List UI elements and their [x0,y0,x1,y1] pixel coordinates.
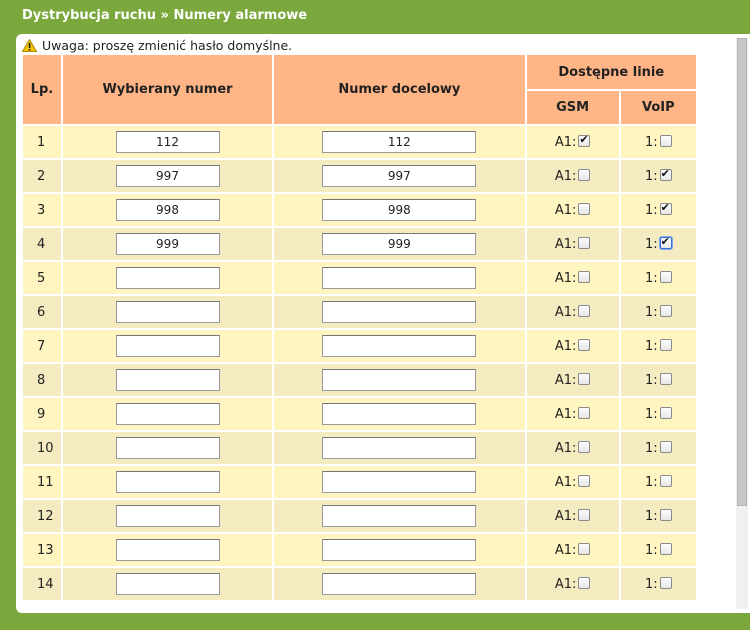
gsm-line-label: A1: [554,134,577,150]
voip-line-cell [621,398,696,430]
voip-line-label: 1: [644,576,658,592]
target-number-cell [274,126,524,158]
header-dialed-number: Wybierany numer [63,55,272,124]
gsm-line-label: A1: [554,542,577,558]
dialed-number-input[interactable] [116,335,220,357]
dialed-number-input[interactable] [116,199,220,221]
gsm-line-checkbox[interactable] [578,373,590,385]
gsm-line-checkbox[interactable] [578,203,590,215]
target-number-cell [274,364,524,396]
breadcrumb-section[interactable]: Dystrybucja ruchu [22,8,157,23]
dialed-number-input[interactable] [116,403,220,425]
table-row [23,466,696,498]
table-row [23,194,696,226]
dialed-number-cell [63,126,272,158]
voip-line-cell [621,500,696,532]
target-number-cell [274,534,524,566]
target-number-input[interactable] [322,335,476,357]
gsm-line-cell [527,568,619,600]
dialed-number-cell [63,398,272,430]
target-number-cell [274,568,524,600]
gsm-line-checkbox[interactable] [578,339,590,351]
row-number: 8 [23,364,61,396]
gsm-line-label: A1: [554,202,577,218]
table-viewport [23,55,698,601]
gsm-line-label: A1: [554,168,577,184]
target-number-cell [274,296,524,328]
row-number: 3 [23,194,61,226]
warning-triangle-icon [22,39,37,52]
gsm-line-label: A1: [554,270,577,286]
voip-line-checkbox[interactable] [660,203,672,215]
dialed-number-input[interactable] [116,267,220,289]
target-number-input[interactable] [322,403,476,425]
dialed-number-input[interactable] [116,573,220,595]
header-target-number: Numer docelowy [274,55,524,124]
voip-line-cell [621,466,696,498]
dialed-number-input[interactable] [116,233,220,255]
voip-line-checkbox[interactable] [660,577,672,589]
gsm-line-label: A1: [554,304,577,320]
voip-line-cell [621,364,696,396]
dialed-number-input[interactable] [116,437,220,459]
voip-line-checkbox[interactable] [660,475,672,487]
gsm-line-label: A1: [554,406,577,422]
dialed-number-cell [63,330,272,362]
gsm-line-checkbox[interactable] [578,441,590,453]
voip-line-checkbox[interactable] [660,543,672,555]
voip-line-checkbox[interactable] [660,373,672,385]
voip-line-label: 1: [644,304,658,320]
target-number-input[interactable] [322,199,476,221]
scrollbar-thumb[interactable] [737,38,747,506]
gsm-line-cell [527,432,619,464]
voip-line-checkbox[interactable] [660,339,672,351]
table-row [23,500,696,532]
dialed-number-input[interactable] [116,301,220,323]
table-row [23,160,696,192]
dialed-number-input[interactable] [116,471,220,493]
dialed-number-input[interactable] [116,539,220,561]
voip-line-checkbox[interactable] [660,271,672,283]
gsm-line-cell [527,330,619,362]
row-number: 10 [23,432,61,464]
voip-line-checkbox[interactable] [660,169,672,181]
voip-line-checkbox[interactable] [660,407,672,419]
gsm-line-checkbox[interactable] [578,407,590,419]
voip-line-label: 1: [644,134,658,150]
dialed-number-cell [63,534,272,566]
voip-line-checkbox[interactable] [660,305,672,317]
table-row [23,330,696,362]
target-number-cell [274,466,524,498]
dialed-number-cell [63,194,272,226]
gsm-line-cell [527,466,619,498]
dialed-number-cell [63,296,272,328]
voip-line-checkbox[interactable] [660,509,672,521]
dialed-number-cell [63,364,272,396]
gsm-line-checkbox[interactable] [578,509,590,521]
header-gsm: GSM [527,91,619,124]
target-number-input[interactable] [322,505,476,527]
target-number-input[interactable] [322,301,476,323]
table-row [23,534,696,566]
table-row [23,568,696,600]
target-number-cell [274,228,524,260]
dialed-number-cell [63,568,272,600]
voip-line-cell [621,194,696,226]
row-number: 4 [23,228,61,260]
gsm-line-checkbox[interactable] [578,237,590,249]
row-number: 7 [23,330,61,362]
vertical-scrollbar[interactable] [736,38,748,609]
voip-line-cell [621,330,696,362]
gsm-line-checkbox[interactable] [578,135,590,147]
voip-line-label: 1: [644,236,658,252]
gsm-line-cell [527,228,619,260]
table-body [23,126,696,600]
gsm-line-cell [527,296,619,328]
voip-line-label: 1: [644,372,658,388]
header-voip: VoIP [621,91,696,124]
dialed-number-input[interactable] [116,131,220,153]
gsm-line-checkbox[interactable] [578,543,590,555]
gsm-line-cell [527,194,619,226]
target-number-cell [274,262,524,294]
gsm-line-checkbox[interactable] [578,305,590,317]
voip-line-cell [621,534,696,566]
dialed-number-cell [63,160,272,192]
target-number-input[interactable] [322,131,476,153]
gsm-line-checkbox[interactable] [578,475,590,487]
target-number-input[interactable] [322,471,476,493]
dialed-number-cell [63,432,272,464]
voip-line-label: 1: [644,338,658,354]
table-row [23,126,696,158]
voip-line-cell [621,126,696,158]
password-warning [22,37,292,53]
voip-line-label: 1: [644,202,658,218]
dialed-number-cell [63,228,272,260]
voip-line-checkbox[interactable] [660,135,672,147]
target-number-input[interactable] [322,369,476,391]
gsm-line-cell [527,500,619,532]
alarm-numbers-table [23,55,698,601]
voip-line-label: 1: [644,474,658,490]
voip-line-checkbox[interactable] [660,441,672,453]
table-row [23,228,696,260]
gsm-line-label: A1: [554,236,577,252]
table-row [23,398,696,430]
voip-line-label: 1: [644,270,658,286]
row-number: 2 [23,160,61,192]
dialed-number-input[interactable] [116,165,220,187]
target-number-input[interactable] [322,539,476,561]
table-row [23,262,696,294]
table-row [23,296,696,328]
breadcrumb [22,8,307,23]
gsm-line-label: A1: [554,508,577,524]
target-number-cell [274,432,524,464]
voip-line-cell [621,432,696,464]
title-bar [0,0,750,34]
gsm-line-label: A1: [554,338,577,354]
voip-line-cell [621,160,696,192]
row-number: 6 [23,296,61,328]
breadcrumb-page: Numery alarmowe [173,8,308,23]
dialed-number-cell [63,262,272,294]
voip-line-cell [621,296,696,328]
voip-line-cell [621,228,696,260]
gsm-line-cell [527,160,619,192]
voip-line-label: 1: [644,406,658,422]
target-number-cell [274,330,524,362]
voip-line-label: 1: [644,440,658,456]
gsm-line-checkbox[interactable] [578,271,590,283]
content-panel [16,34,750,613]
voip-line-cell [621,262,696,294]
gsm-line-checkbox[interactable] [578,577,590,589]
target-number-input[interactable] [322,573,476,595]
header-available-lines: Dostępne linie [527,55,696,89]
voip-line-checkbox[interactable] [660,237,672,249]
gsm-line-cell [527,262,619,294]
breadcrumb-separator: » [160,8,169,23]
table-row [23,432,696,464]
dialed-number-input[interactable] [116,505,220,527]
row-number: 13 [23,534,61,566]
dialed-number-cell [63,500,272,532]
target-number-input[interactable] [322,165,476,187]
row-number: 12 [23,500,61,532]
target-number-input[interactable] [322,437,476,459]
gsm-line-cell [527,534,619,566]
gsm-line-cell [527,364,619,396]
dialed-number-input[interactable] [116,369,220,391]
voip-line-label: 1: [644,508,658,524]
row-number: 5 [23,262,61,294]
target-number-input[interactable] [322,267,476,289]
gsm-line-label: A1: [554,372,577,388]
target-number-cell [274,194,524,226]
gsm-line-label: A1: [554,474,577,490]
target-number-cell [274,160,524,192]
warning-text: Uwaga: proszę zmienić hasło domyślne. [42,37,293,53]
target-number-cell [274,398,524,430]
voip-line-label: 1: [644,542,658,558]
voip-line-cell [621,568,696,600]
gsm-line-checkbox[interactable] [578,169,590,181]
target-number-cell [274,500,524,532]
row-number: 14 [23,568,61,600]
gsm-line-cell [527,398,619,430]
gsm-line-label: A1: [554,440,577,456]
table-row [23,364,696,396]
gsm-line-cell [527,126,619,158]
target-number-input[interactable] [322,233,476,255]
header-lp: Lp. [23,55,61,124]
dialed-number-cell [63,466,272,498]
row-number: 1 [23,126,61,158]
voip-line-label: 1: [644,168,658,184]
row-number: 9 [23,398,61,430]
gsm-line-label: A1: [554,576,577,592]
row-number: 11 [23,466,61,498]
